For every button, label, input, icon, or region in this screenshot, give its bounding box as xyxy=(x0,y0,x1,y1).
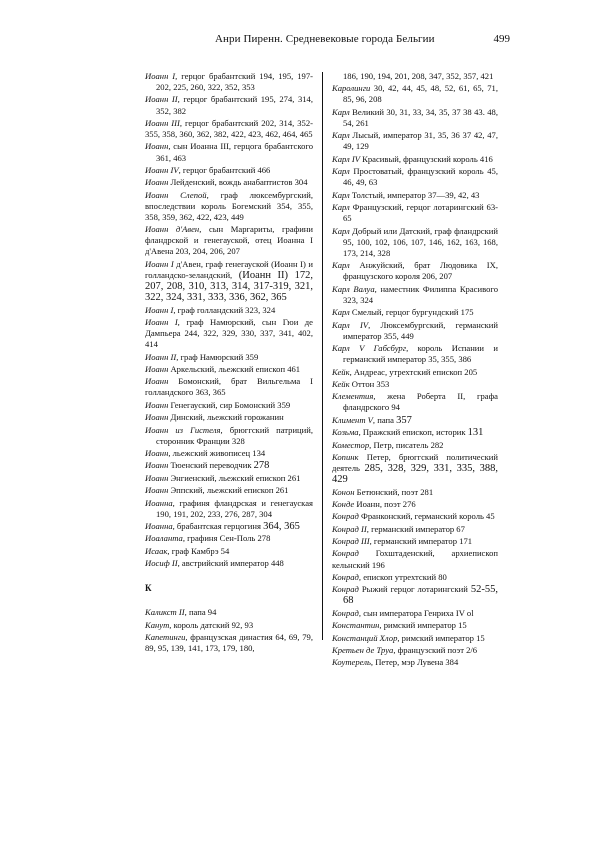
index-entry xyxy=(332,524,498,535)
entry-text: , граф люксембургский, впоследствии король Богемский 354, 355, 358, 359, 362, 422, 423, 449 xyxy=(145,189,314,222)
entry-text: Анжуйский, брат Людовика IX, французского короля 206, 207 xyxy=(343,260,498,282)
entry-text: Оттон 353 xyxy=(349,378,390,389)
index-entry xyxy=(145,118,313,140)
entry-text: Смелый, герцог бургундский 175 xyxy=(349,307,474,318)
entry-text: , сын императора Генриха IV ol xyxy=(358,607,474,618)
index-entry xyxy=(145,546,313,557)
entry-name: Иоаланта xyxy=(145,533,183,544)
index-entry xyxy=(145,632,313,654)
index-entry xyxy=(332,427,498,438)
entry-name: Карл xyxy=(332,225,350,236)
index-entry xyxy=(332,226,498,259)
entry-name: Иоанн xyxy=(145,376,169,387)
index-entry xyxy=(332,499,498,510)
entry-text: Простоватый, французский король 45, 46, 49, 63 xyxy=(343,166,498,188)
entry-page-refs: 357 xyxy=(396,414,412,426)
column-divider xyxy=(322,72,323,640)
entry-text: Петер, брюггский политический деятель xyxy=(332,451,498,474)
entry-name: Иоанн xyxy=(145,472,169,483)
entry-text: , сын Иоанна III, герцога брабантского 361, 463 xyxy=(156,141,313,163)
entry-name: Иоанн II, xyxy=(145,94,180,105)
entry-text: , король датский 92, 93 xyxy=(169,619,254,630)
index-entry xyxy=(332,511,498,522)
index-entry xyxy=(332,320,498,342)
entry-page-refs: 364, 365 xyxy=(263,521,300,533)
page-number: 499 xyxy=(493,33,510,45)
entry-name: Кретьен де Труа xyxy=(332,645,394,655)
index-entry xyxy=(145,71,313,93)
entry-name: Конрад xyxy=(332,571,359,582)
index-entry xyxy=(145,498,313,520)
index-entry xyxy=(332,548,498,570)
entry-text: , графиня фландрская и генегауская 190, 191, 202, 233, 276, 287, 304 xyxy=(156,497,313,519)
index-entry xyxy=(332,584,498,606)
entry-name: Иоанн I, xyxy=(145,316,180,327)
entry-name: Конрад xyxy=(332,548,359,559)
index-entry xyxy=(145,165,313,176)
index-entry xyxy=(332,107,498,129)
entry-text: Иоанн, поэт 276 xyxy=(354,498,416,509)
entry-text: , граф Камбрэ 54 xyxy=(167,545,230,556)
entry-name: Карл xyxy=(332,130,350,141)
entry-name: Конрад III xyxy=(332,536,370,547)
entry-name: Копинк xyxy=(332,451,359,462)
entry-name: Каролинги xyxy=(332,83,371,94)
index-entry xyxy=(332,452,498,485)
entry-name: Иоанн xyxy=(145,412,169,423)
index-entry xyxy=(145,177,313,188)
entry-name: Иоанн xyxy=(145,448,169,459)
entry-name: Иоанн I xyxy=(145,258,174,269)
index-entry xyxy=(145,224,313,257)
entry-name: Карл xyxy=(332,202,350,213)
entry-name: Капетинги xyxy=(145,632,186,643)
index-entry xyxy=(145,620,313,631)
entry-text: Бетюнский, поэт 281 xyxy=(354,486,434,497)
entry-name: Карл V Габсбург xyxy=(332,343,407,354)
entry-text: Динский, льежский горожанин xyxy=(168,412,284,423)
entry-name: Конрад II xyxy=(332,523,367,534)
index-entry xyxy=(332,620,498,631)
entry-text: , герцог брабантский 202, 314, 352-355, 358, 360, 362, 382, 422, 423, 462, 464, 465 xyxy=(145,117,314,140)
entry-name: Иоанна xyxy=(145,521,173,532)
index-entry xyxy=(332,130,498,152)
index-entry xyxy=(145,460,313,471)
entry-text: , германский император 171 xyxy=(369,536,473,547)
entry-name: Кейк xyxy=(332,366,350,377)
entry-name: Карл xyxy=(332,166,350,177)
entry-text: Добрый или Датский, граф фландрский 95, 100, 102, 106, 107, 146, 162, 163, 168, 173, 214, 328 xyxy=(343,225,498,258)
entry-name: Иоанн I xyxy=(145,304,174,315)
entry-name: Иоанн из Гистеля xyxy=(145,424,221,435)
entry-text: Аркельский, льежский епископ 461 xyxy=(168,363,301,374)
entry-text: д'Авен, граф генегауской (Иоанн I) и голландско-зеландский, xyxy=(145,258,313,280)
entry-continuation: 186, 190, 194, 201, 208, 347, 352, 357, 421 xyxy=(343,71,494,81)
index-entry xyxy=(332,379,498,390)
entry-text: Рыжий герцог лотарингский xyxy=(358,584,471,595)
entry-text: , германский император 67 xyxy=(366,523,465,534)
index-entry xyxy=(332,260,498,282)
entry-page-refs: 131 xyxy=(467,427,484,439)
entry-name: Констанций Хлор xyxy=(332,632,398,643)
entry-text: , жена Роберта II, графа фландрского 94 xyxy=(343,391,498,413)
index-entry xyxy=(145,412,313,423)
entry-text: , Пражский епископ, историк xyxy=(358,427,468,438)
entry-text: , папа 94 xyxy=(184,607,217,618)
index-entry xyxy=(145,317,313,350)
index-entry xyxy=(332,343,498,365)
entry-name: Коместор xyxy=(332,439,370,450)
entry-name: Иоанн xyxy=(145,399,169,410)
entry-name: Конде xyxy=(332,498,355,509)
index-entry xyxy=(332,487,498,498)
index-entry xyxy=(145,425,313,447)
index-column-left xyxy=(145,71,313,656)
entry-text: Красивый, французский король 416 xyxy=(359,153,493,164)
index-entry xyxy=(332,440,498,451)
entry-text: , Люксембургский, германский император 355, 449 xyxy=(343,319,499,341)
entry-text: , наместник Филиппа Красивого 323, 324 xyxy=(343,283,498,305)
entry-page-refs: 278 xyxy=(253,460,270,472)
index-entry xyxy=(332,367,498,378)
index-entry xyxy=(145,352,313,363)
entry-name: Исаак xyxy=(145,545,168,556)
entry-text: , герцог брабантский 466 xyxy=(178,164,271,175)
entry-text: Франконский, германский король 45 xyxy=(358,511,495,522)
index-entry xyxy=(332,166,498,188)
index-entry xyxy=(145,364,313,375)
running-title: Анри Пиренн. Средневековые города Бельгии xyxy=(215,33,435,45)
index-entry xyxy=(332,645,498,656)
entry-text: , австрийский император 448 xyxy=(177,558,284,569)
index-entry xyxy=(332,154,498,165)
entry-name: Иоанна xyxy=(145,497,173,508)
index-entry xyxy=(332,608,498,619)
entry-name: Конрад xyxy=(332,511,359,522)
entry-text: , папа xyxy=(372,414,397,425)
entry-name: Иоанн xyxy=(145,177,169,188)
entry-name: Константин xyxy=(332,620,380,631)
entry-text: , графиня Сен-Поль 278 xyxy=(182,533,271,544)
entry-page-refs: (Иоанн II) 172, 207, 208, 310, 313, 314, 317-319, 321, 322, 324, 331, 333, 336, 362, 365 xyxy=(145,269,313,304)
entry-name: Иосиф II xyxy=(145,558,178,569)
entry-text: , сын Маргариты, графини фландрской и генегауской, отец Иоанна I д'Авена 203, 204, 206, 207 xyxy=(145,224,314,257)
index-entry xyxy=(145,190,313,223)
entry-text: , брабантская герцогиня xyxy=(172,521,264,532)
index-entry xyxy=(145,558,313,569)
index-entry xyxy=(332,633,498,644)
entry-text: Лейденский, вождь анабаптистов 304 xyxy=(168,177,308,188)
entry-text: , римский император 15 xyxy=(397,632,485,643)
entry-name: Карл IV xyxy=(332,153,360,164)
entry-name: Иоанн д'Авен xyxy=(145,224,200,235)
index-entry xyxy=(332,307,498,318)
entry-name: Иоанн IV xyxy=(145,164,179,175)
index-entry xyxy=(145,521,313,532)
index-entry xyxy=(332,572,498,583)
index-entry xyxy=(332,536,498,547)
entry-name: Каликст II xyxy=(145,607,185,618)
entry-text: герцог брабантский 195, 274, 314, 352, 382 xyxy=(156,94,313,116)
index-entry xyxy=(332,83,498,105)
entry-text: 30, 42, 44, 45, 48, 52, 61, 65, 71, 85, 96, 208 xyxy=(343,83,498,105)
entry-text: Генегауский, сир Бомонский 359 xyxy=(168,399,291,410)
index-entry xyxy=(145,533,313,544)
index-entry xyxy=(145,259,313,303)
entry-text: , епископ утрехтский 80 xyxy=(358,571,447,582)
entry-text: , римский император 15 xyxy=(379,620,467,631)
index-entry xyxy=(332,284,498,306)
entry-text: Тюенский переводчик xyxy=(168,460,254,471)
entry-name: Карл xyxy=(332,307,350,318)
index-entry xyxy=(145,473,313,484)
entry-name: Канут xyxy=(145,619,170,630)
entry-name: Конон xyxy=(332,486,355,497)
index-entry xyxy=(145,94,313,116)
entry-text: , льежский живописец 134 xyxy=(168,448,266,459)
index-entry xyxy=(145,141,313,163)
entry-text: Лысый, император 31, 35, 36 37 42, 47, 49, 129 xyxy=(343,130,498,152)
index-entry xyxy=(145,400,313,411)
entry-name: Климент V xyxy=(332,414,373,425)
entry-name: Иоанн xyxy=(145,141,169,152)
entry-name: Иоанн xyxy=(145,460,169,471)
entry-text: Эппский, льежский епископ 261 xyxy=(168,485,289,496)
entry-text: Французский, герцог лотарингский 63-65 xyxy=(343,202,498,224)
entry-text: Энгиенский, льежский епископ 261 xyxy=(168,472,301,483)
entry-name: Иоанн I, xyxy=(145,71,178,81)
entry-name: Карл xyxy=(332,260,350,271)
entry-text: , Петр, писатель 282 xyxy=(369,439,444,450)
entry-text: , граф Намюрский 359 xyxy=(176,351,259,362)
entry-name: Карл Валуа xyxy=(332,283,375,294)
entry-text: , брюггский патриций, сторонник Франции 328 xyxy=(156,424,313,446)
index-entry xyxy=(332,190,498,201)
entry-text: , граф голландский 323, 324 xyxy=(173,304,276,315)
entry-name: Карл xyxy=(332,106,350,117)
entry-text: , король Испании и германский император 35, 355, 386 xyxy=(343,343,498,365)
entry-name: Карл xyxy=(332,189,350,200)
index-entry xyxy=(332,391,498,413)
index-column-right xyxy=(332,71,498,670)
entry-name: Коутерель xyxy=(332,657,371,668)
index-entry xyxy=(332,202,498,224)
entry-name: Иоанн Слепой xyxy=(145,189,207,200)
entry-text: Гохштаденский, архиепископ кельнский 196 xyxy=(332,548,498,570)
entry-name: Конрад xyxy=(332,584,359,595)
entry-text: , французская династия 64, 69, 79, 89, 95, 139, 141, 173, 179, 180, xyxy=(145,632,313,654)
entry-page-refs: 52-55, 68 xyxy=(343,584,498,607)
entry-name: Иоанн xyxy=(145,363,169,374)
entry-name: Кейк xyxy=(332,378,350,389)
entry-name: Иоанн III xyxy=(145,117,180,128)
index-entry xyxy=(332,657,498,668)
entry-text: граф Намюрский, сын Гюи де Дампьера 244, 322, 329, 330, 337, 341, 402, 414 xyxy=(145,316,313,350)
index-entry xyxy=(145,448,313,459)
entry-text: , Андреас, утрехтский епископ 205 xyxy=(349,366,478,377)
entry-text: герцог брабантский 194, 195, 197-202, 225, 260, 322, 352, 353 xyxy=(156,71,313,93)
index-entry xyxy=(145,376,313,398)
index-entry xyxy=(145,607,313,618)
entry-text: , Петер, мэр Лувена 384 xyxy=(370,657,459,668)
index-entry xyxy=(145,485,313,496)
entry-name: Иоанн II xyxy=(145,351,177,362)
entry-name: Клементия xyxy=(332,391,374,402)
section-letter: К xyxy=(145,583,152,594)
entry-text: , французский поэт 2/6 xyxy=(393,645,478,655)
entry-text: Великий 30, 31, 33, 34, 35, 37 38 43. 48, 54, 261 xyxy=(343,106,498,128)
entry-text: Бомонский, брат Вильгельма I голландского 363, 365 xyxy=(145,376,313,398)
entry-page-refs: 285, 328, 329, 331, 335, 388, 429 xyxy=(332,463,498,486)
page-header xyxy=(140,33,510,49)
entry-name: Иоанн xyxy=(145,485,169,496)
entry-name: Карл IV xyxy=(332,319,369,330)
index-entry xyxy=(145,305,313,316)
index-entry xyxy=(332,415,498,426)
entry-name: Конрад xyxy=(332,607,359,618)
entry-text: Толстый, император 37—39, 42, 43 xyxy=(349,189,480,200)
entry-name: Козьма xyxy=(332,427,359,438)
